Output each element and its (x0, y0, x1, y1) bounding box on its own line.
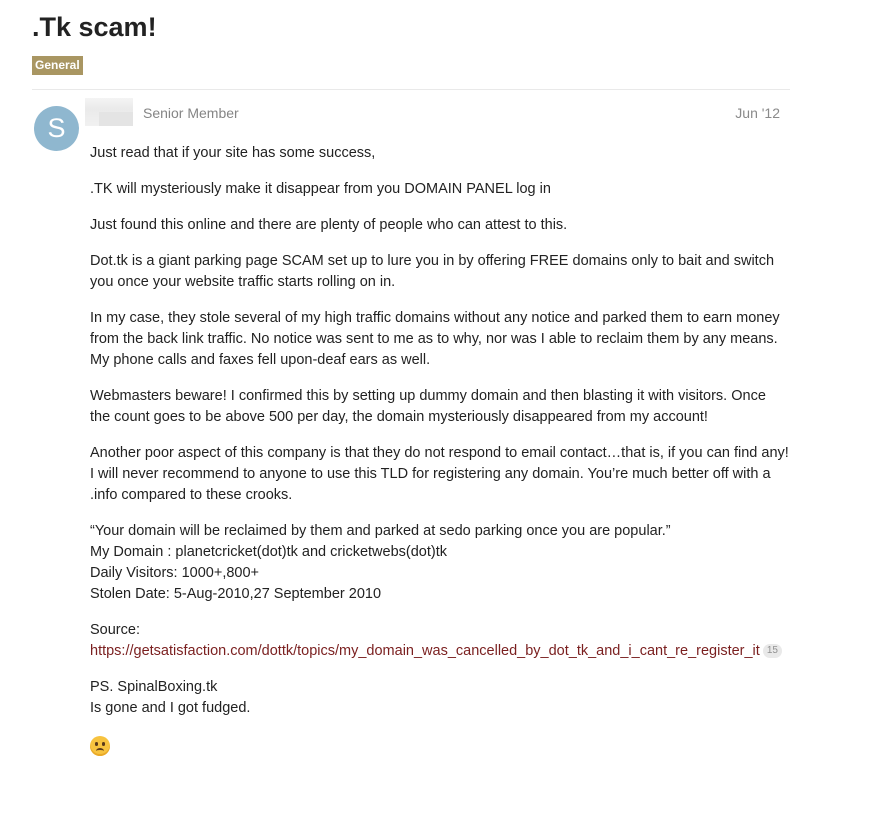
avatar[interactable]: S (34, 106, 79, 151)
source-link[interactable]: https://getsatisfaction.com/dottk/topics/my_domain_was_cancelled_by_dot_tk_and_i_cant_re_register_it (90, 643, 760, 659)
link-click-count: 15 (763, 644, 782, 658)
divider (32, 89, 790, 90)
source-label: Source: (90, 622, 140, 638)
post-paragraph: Just found this online and there are plenty of people who can attest to this. (90, 217, 568, 233)
post-paragraph: In my case, they stole several of my high traffic domains without any notice and parked them to earn money from the back link traffic. No notice was sent to me as to why, nor was I able to reclaim them by any means. My phone calls and faxes fell upon-deaf ears as well. (90, 310, 780, 368)
emoji-paragraph (90, 734, 790, 763)
post-line: Is gone and I got fudged. (90, 700, 251, 716)
post-paragraph: Dot.tk is a giant parking page SCAM set up to lure you in by offering FREE domains only to bait and switch you once your website traffic starts rolling on in. (90, 253, 775, 290)
post-line: Another poor aspect of this company is that they do not respond to email contact…that is, if you can find any! (90, 445, 789, 461)
post-line: PS. SpinalBoxing.tk (90, 679, 218, 695)
post-paragraph: .TK will mysteriously make it disappear from you DOMAIN PANEL log in (90, 181, 551, 197)
post-line: Stolen Date: 5-Aug-2010,27 September 2010 (90, 586, 382, 602)
post-line: My Domain : planetcricket(dot)tk and cricketwebs(dot)tk (90, 544, 447, 560)
user-title: Senior Member (143, 105, 239, 121)
post-paragraph: Webmasters beware! I confirmed this by setting up dummy domain and then blasting it with visitors. Once the count goes to be above 500 per day, the domain mysteriously disappeared from my account! (90, 388, 766, 425)
source-paragraph (90, 620, 790, 662)
post-paragraph: Just read that if your site has some success, (90, 145, 376, 161)
post-line: I will never recommend to anyone to use this TLD for registering any domain. You’re much better off with a .info compared to these crooks. (90, 466, 771, 503)
post-paragraph (90, 521, 790, 605)
topic-title: .Tk scam! (32, 12, 157, 42)
frowning-face-icon (90, 736, 110, 756)
post-body (90, 143, 790, 778)
post-paragraph (90, 443, 790, 506)
category-badge[interactable]: General (32, 56, 83, 75)
username-redacted[interactable] (85, 98, 133, 126)
post-date[interactable]: Jun '12 (735, 105, 780, 121)
post-paragraph (90, 677, 790, 719)
quote-line: “Your domain will be reclaimed by them and parked at sedo parking once you are popular.” (90, 523, 671, 539)
post-line: Daily Visitors: 1000+,800+ (90, 565, 260, 581)
